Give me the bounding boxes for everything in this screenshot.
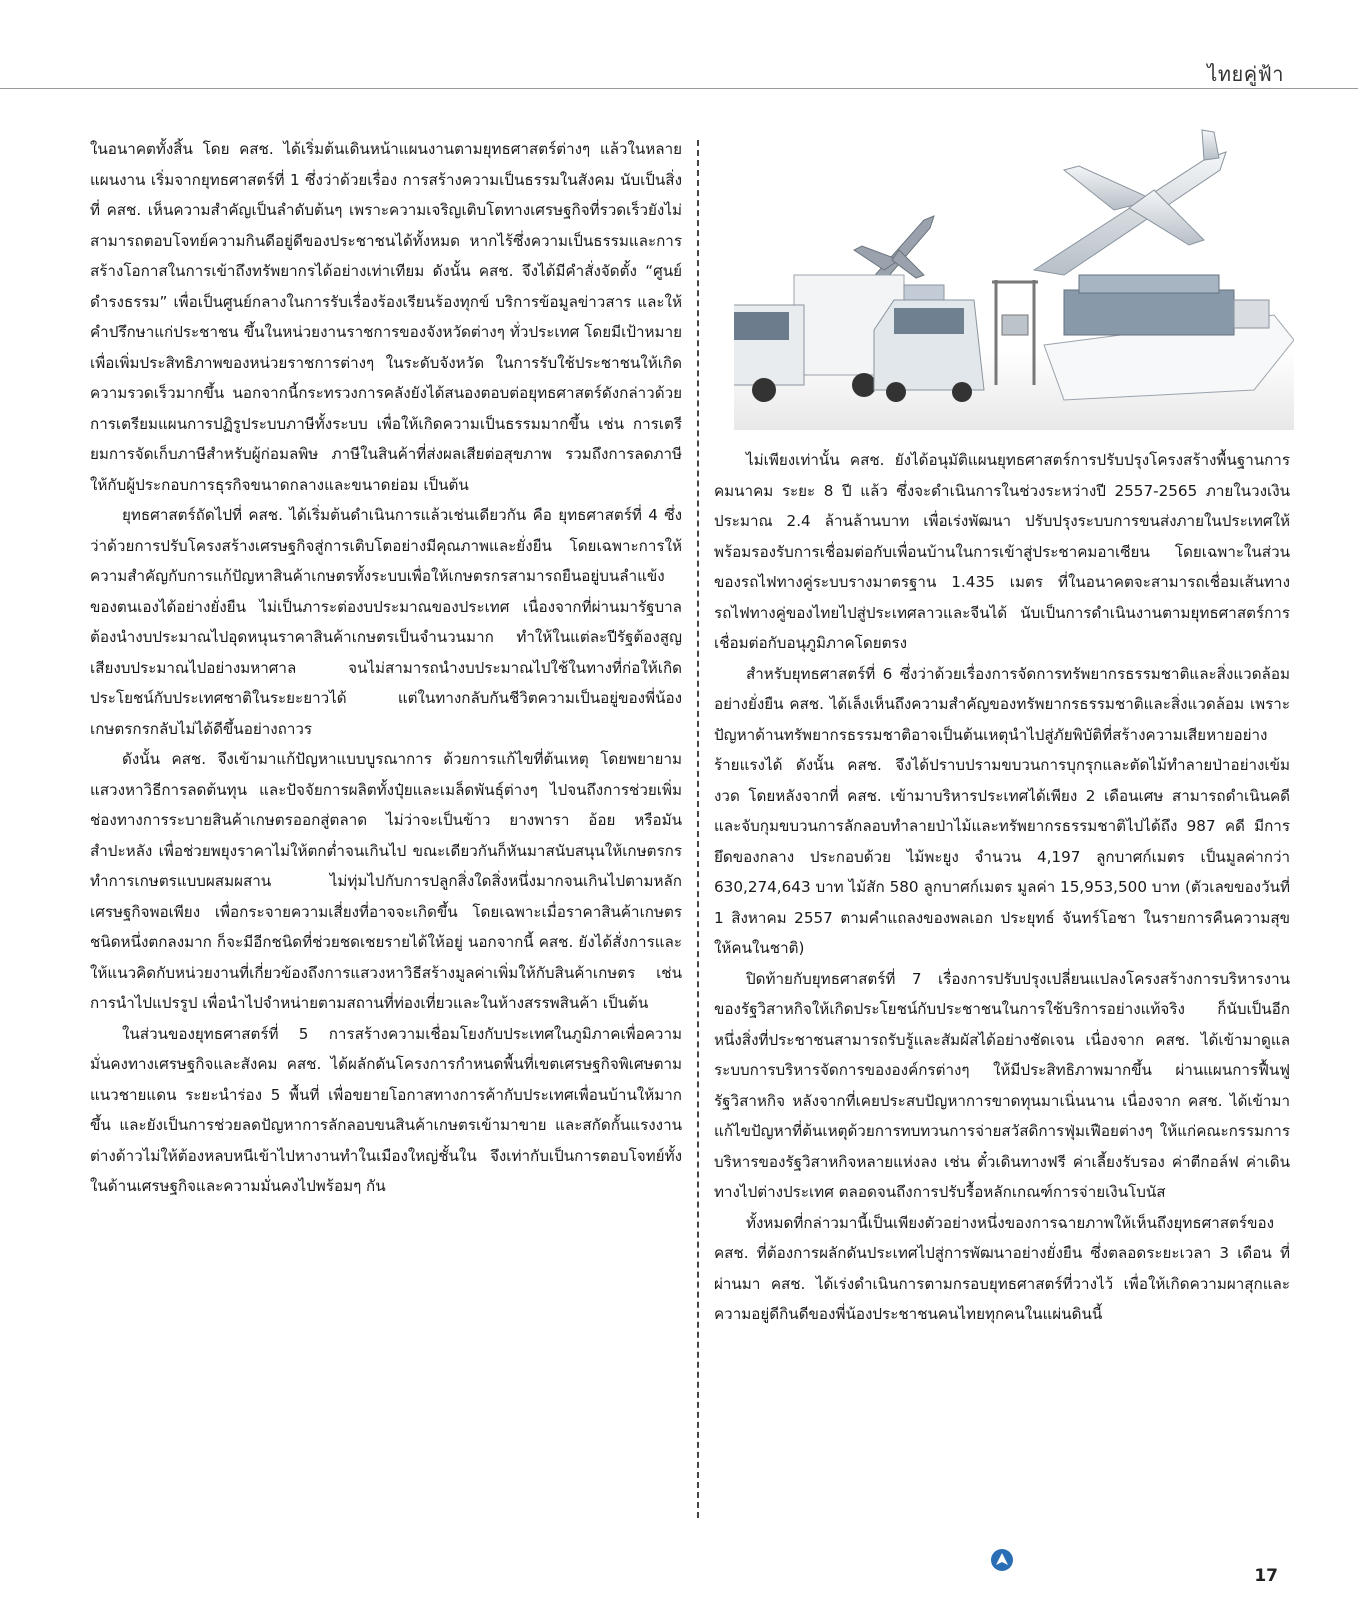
right-column — [714, 445, 1290, 1330]
magazine-title: ไทยคู่ฟ้า — [1207, 62, 1284, 86]
paragraph: ไม่เพียงเท่านั้น คสช. ยังได้อนุมัติแผนยุทธศาสตร์การปรับปรุงโครงสร้างพื้นฐานการคมนาคม ระยะ 8 ปี แล้ว ซึ่งจะดำเนินการในช่วงระหว่างปี 2557-2565 ภายในวงเงินประมาณ 2.4 ล้านล้านบาท เพื่อเร่งพัฒนา ปรับปรุงระบบการขนส่งภายในประเทศให้พร้อมรองรับการเชื่อมต่อกับเพื่อนบ้านในการเข้าสู่ประชาคมอาเซียน โดยเฉพาะในส่วนของรถไฟทางคู่ระบบรางมาตรฐาน 1.435 เมตร ที่ในอนาคตจะสามารถเชื่อมเส้นทางรถไฟทางคู่ของไทยไปสู่ประเทศลาวและจีนได้ นับเป็นการดำเนินงานตามยุทธศาสตร์การเชื่อมต่อกับอนุภูมิภาคโดยตรง — [714, 451, 1290, 652]
paragraph: ยุทธศาสตร์ถัดไปที่ คสช. ได้เริ่มต้นดำเนินการแล้วเช่นเดียวกัน คือ ยุทธศาสตร์ที่ 4 ซึ่งว่าด้วยการปรับโครงสร้างเศรษฐกิจสู่การเติบโตอย่างมีคุณภาพและยั่งยืน โดยเฉพาะการให้ความสำคัญกับการแก้ปัญหาสินค้าเกษตรทั้งระบบเพื่อให้เกษตรกรสามารถยืนอยู่บนลำแข้งของตนเองได้อย่างยั่งยืน ไม่เป็นภาระต่องบประมาณของประเทศ เนื่องจากที่ผ่านมารัฐบาลต้องนำงบประมาณไปอุดหนุนราคาสินค้าเกษตรเป็นจำนวนมาก ทำให้ในแต่ละปีรัฐต้องสูญเสียงบประมาณไปอย่างมหาศาล จนไม่สามารถนำงบประมาณไปใช้ในทางที่ก่อให้เกิดประโยชน์กับประเทศชาติในระยะยาวได้ แต่ในทางกลับกันชีวิตความเป็นอยู่ของพี่น้องเกษตรกรกลับไม่ได้ดีขึ้นอย่างถาวร — [90, 506, 682, 738]
paragraph: ทั้งหมดที่กล่าวมานี้เป็นเพียงตัวอย่างหนึ่งของการฉายภาพให้เห็นถึงยุทธศาสตร์ของ คสช. ที่ต้องการผลักดันประเทศไปสู่การพัฒนาอย่างยั่งยืน ซึ่งตลอดระยะเวลา 3 เดือน ที่ผ่านมา คสช. ได้เร่งดำเนินการตามกรอบยุทธศาสตร์ที่วางไว้ เพื่อให้เกิดความผาสุกและความอยู่ดีกินดีของพี่น้องประชาชนคนไทยทุกคนในแผ่นดินนี้ — [714, 1213, 1290, 1323]
paragraph: สำหรับยุทธศาสตร์ที่ 6 ซึ่งว่าด้วยเรื่องการจัดการทรัพยากรธรรมชาติและสิ่งแวดล้อมอย่างยั่งยืน คสช. ได้เล็งเห็นถึงความสำคัญของทรัพยากรธรรมชาติและสิ่งแวดล้อม เพราะปัญหาด้านทรัพยากรธรรมชาติอาจเป็นต้นเหตุนำไปสู่ภัยพิบัติที่สร้างความเสียหายอย่างร้ายแรงได้ ดังนั้น คสช. จึงได้ปราบปรามขบวนการบุกรุกและตัดไม้ทำลายป่าอย่างเข้มงวด โดยหลังจากที่ คสช. เข้ามาบริหารประเทศได้เพียง 2 เดือนเศษ สามารถดำเนินคดีและจับกุมขบวนการลักลอบทำลายป่าไม้และทรัพยากรธรรมชาติไปได้ถึง 987 คดี มีการยึดของกลาง ประกอบด้วย ไม้พะยูง จำนวน 4,197 ลูกบาศก์เมตร เป็นมูลค่ากว่า 630,274,643 บาท ไม้สัก 580 ลูกบาศก์เมตร มูลค่า 15,953,500 บาท (ตัวเลขของวันที่ 1 สิงหาคม 2557 ตามคำแถลงของพลเอก ประยุทธ์ จันทร์โอชา ในรายการคืนความสุขให้คนในชาติ) — [714, 664, 1290, 957]
transport-photo — [734, 100, 1294, 430]
paragraph: ในส่วนของยุทธศาสตร์ที่ 5 การสร้างความเชื่อมโยงกับประเทศในภูมิภาคเพื่อความมั่นคงทางเศรษฐกิจและสังคม คสช. ได้ผลักดันโครงการกำหนดพื้นที่เขตเศรษฐกิจพิเศษตามแนวชายแดน ระยะนำร่อง 5 พื้นที่ เพื่อขยายโอกาสทางการค้ากับประเทศเพื่อนบ้านให้มากขึ้น และยังเป็นการช่วยลดปัญหาการลักลอบขนสินค้าเกษตรเข้ามาขาย และสกัดกั้นแรงงานต่างด้าวไม่ให้ต้องหลบหนีเข้าไปหางานทำในเมืองใหญ่ชั้นใน จึงเท่ากับเป็นการตอบโจทย์ทั้งในด้านเศรษฐกิจและความมั่นคงไปพร้อมๆ กัน — [90, 1024, 682, 1195]
paragraph: ปิดท้ายกับยุทธศาสตร์ที่ 7 เรื่องการปรับปรุงเปลี่ยนแปลงโครงสร้างการบริหารงานของรัฐวิสาหกิจให้เกิดประโยชน์กับประชาชนในการใช้บริการอย่างแท้จริง ก็นับเป็นอีกหนึ่งสิ่งที่ประชาชนสามารถรับรู้และสัมผัสได้อย่างชัดเจน เนื่องจาก คสช. ได้เข้ามาดูแลระบบการบริหารจัดการขององค์กรต่างๆ ให้มีประสิทธิภาพมากขึ้น ผ่านแผนการฟื้นฟูรัฐวิสาหกิจ หลังจากที่เคยประสบปัญหาการขาดทุนมาเนิ่นนาน เนื่องจาก คสช. ได้เข้ามาแก้ไขปัญหาที่ต้นเหตุด้วยการทบทวนการจ่ายสวัสดิการฟุ่มเฟือยต่างๆ ให้แก่คณะกรรมการบริหารของรัฐวิสาหกิจหลายแห่งลง เช่น ตั๋วเดินทางฟรี ค่าเลี้ยงรับรอง ค่าตีกอล์ฟ ค่าเดินทางไปต่างประเทศ ตลอดจนถึงการปรับรื้อหลักเกณฑ์การจ่ายเงินโบนัส — [714, 969, 1290, 1201]
header-rule — [0, 88, 1358, 89]
van — [874, 300, 984, 402]
paragraph: ในอนาคตทั้งสิ้น โดย คสช. ได้เริ่มต้นเดินหน้าแผนงานตามยุทธศาสตร์ต่างๆ แล้วในหลายแผนงาน เริ่มจากยุทธศาสตร์ที่ 1 ซึ่งว่าด้วยเรื่อง การสร้างความเป็นธรรมในสังคม นับเป็นสิ่งที่ คสช. เห็นความสำคัญเป็นลำดับต้นๆ เพราะความเจริญเติบโตทางเศรษฐกิจที่รวดเร็วยังไม่สามารถตอบโจทย์ความกินดีอยู่ดีของประชาชนได้ทั้งหมด หากไร้ซึ่งความเป็นธรรมและการสร้างโอกาสในการเข้าถึงทรัพยากรได้อย่างเท่าเทียม ดังนั้น คสช. จึงได้มีคำสั่งจัดตั้ง “ศูนย์ดำรงธรรม” เพื่อเป็นศูนย์กลางในการรับเรื่องร้องเรียนร้องทุกข์ บริการข้อมูลข่าวสาร และให้คำปรึกษาแก่ประชาชน ขึ้นในหน่วยงานราชการของจังหวัดต่างๆ ทั่วประเทศ โดยมีเป้าหมายเพื่อเพิ่มประสิทธิภาพของหน่วยราชการต่างๆ ในระดับจังหวัด ในการรับใช้ประชาชนให้เกิดความรวดเร็วมากขึ้น นอกจากนี้กระทรวงการคลังยังได้สนองตอบต่อยุทธศาสตร์ดังกล่าวด้วยการเตรียมแผนการปฏิรูประบบภาษีทั้งระบบ เพื่อให้เกิดความเป็นธรรมมากขึ้น เช่น การเตรียมการจัดเก็บภาษีสำหรับผู้ก่อมลพิษ ภาษีในสินค้าที่ส่งผลเสียต่อสุขภาพ รวมถึงการลดภาษีให้กับผู้ประกอบการธุรกิจขนาดกลางและขนาดย่อม เป็นต้น — [90, 140, 682, 494]
left-column — [90, 134, 682, 1202]
thaikufah-logo-icon — [990, 1548, 1014, 1572]
page-number: 17 — [1254, 1566, 1278, 1586]
paragraph: ดังนั้น คสช. จึงเข้ามาแก้ปัญหาแบบบูรณาการ ด้วยการแก้ไขที่ต้นเหตุ โดยพยายามแสวงหาวิธีการลดต้นทุน และปัจจัยการผลิตทั้งปุ๋ยและเมล็ดพันธุ์ต่างๆ ไปจนถึงการช่วยเพิ่มช่องทางการระบายสินค้าเกษตรออกสู่ตลาด ไม่ว่าจะเป็นข้าว ยางพารา อ้อย หรือมันสำปะหลัง เพื่อช่วยพยุงราคาไม่ให้ตกต่ำจนเกินไป ขณะเดียวกันก็หันมาสนับสนุนให้เกษตรกรทำการเกษตรแบบผสมผสาน ไม่ทุ่มไปกับการปลูกสิ่งใดสิ่งหนึ่งมากจนเกินไปตามหลักเศรษฐกิจพอเพียง เพื่อกระจายความเสี่ยงที่อาจจะเกิดขึ้น โดยเฉพาะเมื่อราคาสินค้าเกษตรชนิดหนึ่งตกลงมาก ก็จะมีอีกชนิดที่ช่วยชดเชยรายได้ให้อยู่ นอกจากนี้ คสช. ยังได้สั่งการและให้แนวคิดกับหน่วยงานที่เกี่ยวข้องถึงการแสวงหาวิธีสร้างมูลค่าเพิ่มให้กับสินค้าเกษตร เช่น การนำไปแปรรูป เพื่อนำไปจำหน่ายตามสถานที่ท่องเที่ยวและในห้างสรรพสินค้า เป็นต้น — [90, 750, 682, 1012]
column-divider — [697, 140, 699, 1518]
